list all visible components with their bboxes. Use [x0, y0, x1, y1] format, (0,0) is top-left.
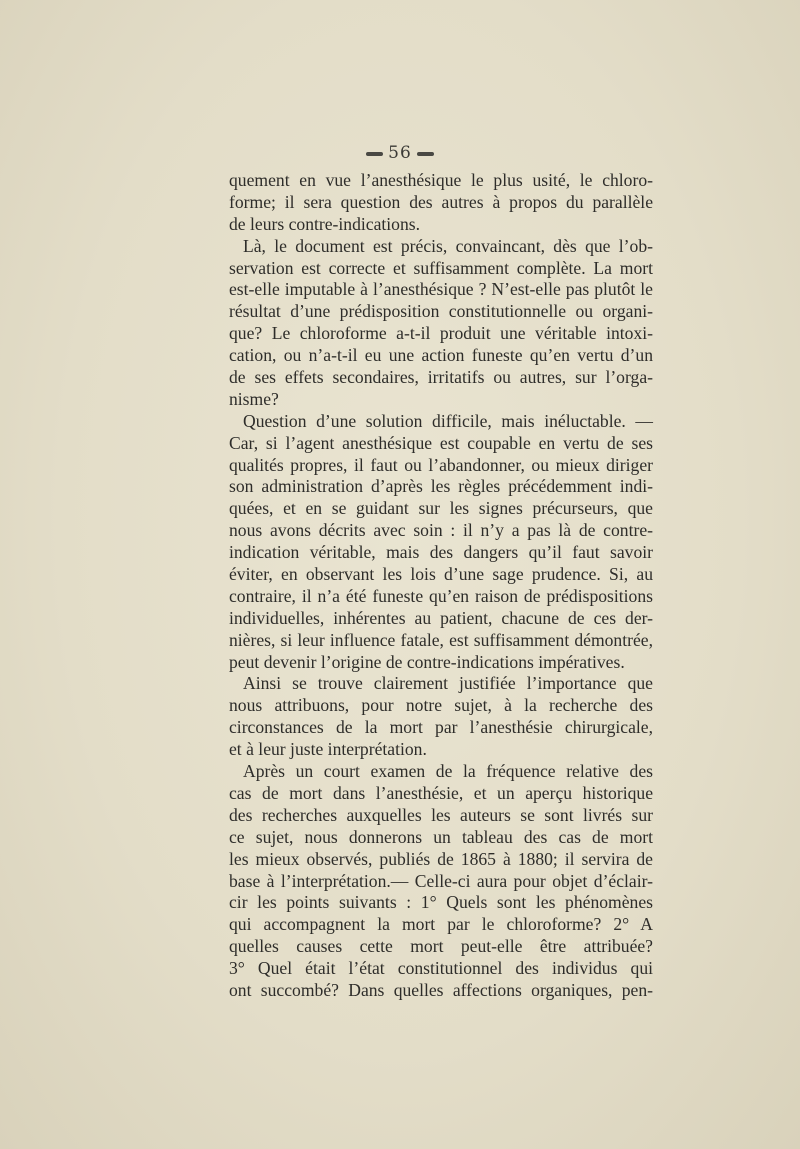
text-line: Ainsi se trouve clairement justifiée l’importance que [243, 673, 653, 694]
text-line: circonstances de la mort par l’anesthésie chirurgicale, [229, 717, 653, 738]
text-line: résultat d’une prédisposition constitutionnelle ou organi- [229, 301, 653, 322]
text-line: nous attribuons, pour notre sujet, à la recherche des [229, 695, 653, 716]
text-line: Car, si l’agent anesthésique est coupable en vertu de ses [229, 432, 653, 453]
text-line: ce sujet, nous donnerons un tableau des cas de mort [229, 826, 653, 847]
text-line: que? Le chloroforme a-t-il produit une véritable intoxi- [229, 323, 653, 344]
text-line: peut devenir l’origine de contre-indications impératives. [229, 651, 625, 672]
text-line: individuelles, inhérentes au patient, chacune de ces der- [229, 607, 653, 628]
text-line: qualités propres, il faut ou l’abandonner, ou mieux diriger [229, 454, 653, 475]
text-line: de leurs contre-indications. [229, 213, 421, 234]
text-line: quement en vue l’anesthésique le plus usité, le chloro- [229, 170, 653, 190]
text-line: servation est correcte et suffisamment complète. La mort [229, 257, 653, 278]
text-line: qui accompagnent la mort par le chloroforme? 2° A [229, 914, 653, 935]
text-line: nières, si leur influence fatale, est suffisamment démontrée, [229, 629, 653, 650]
text-line: contraire, il n’a été funeste qu’en raison de prédispositions [229, 585, 653, 606]
text-line: et à leur juste interprétation. [229, 739, 427, 760]
folio-ornament-right [417, 152, 434, 156]
text-line: son administration d’après les règles précédemment indi- [229, 476, 653, 497]
text-line: les mieux observés, publiés de 1865 à 1880; il servira de [229, 848, 653, 869]
text-line: cation, ou n’a-t-il eu une action funeste qu’en vertu d’un [229, 345, 653, 366]
text-line: ont succombé? Dans quelles affections organiques, pen- [229, 979, 653, 1000]
text-line: 3° Quel était l’état constitutionnel des individus qui [229, 958, 653, 979]
text-line: base à l’interprétation.— Celle-ci aura pour objet d’éclair- [229, 870, 653, 891]
text-line: cas de mort dans l’anesthésie, et un aperçu historique [229, 782, 653, 803]
text-line: Question d’une solution difficile, mais inéluctable. — [243, 410, 653, 431]
text-line: forme; il sera question des autres à propos du parallèle [229, 191, 653, 212]
page-number-header [0, 143, 800, 163]
folio-ornament-left [366, 152, 383, 156]
text-line: nisme? [229, 388, 279, 409]
text-line: indication véritable, mais des dangers qu’il faut savoir [229, 542, 653, 563]
text-line: de ses effets secondaires, irritatifs ou autres, sur l’orga- [229, 367, 653, 388]
text-line: Après un court examen de la fréquence relative des [243, 761, 653, 782]
text-line: Là, le document est précis, convaincant, dès que l’ob- [243, 235, 653, 256]
text-line: quées, et en se guidant sur les signes précurseurs, que [229, 498, 653, 519]
text-line: quelles causes cette mort peut-elle être attribuée? [229, 936, 653, 957]
text-line: est-elle imputable à l’anesthésique ? N’est-elle pas plutôt le [229, 279, 653, 300]
text-line: cir les points suivants : 1° Quels sont les phénomènes [229, 892, 653, 913]
text-line: des recherches auxquelles les auteurs se sont livrés sur [229, 804, 653, 825]
page-number: 56 [388, 143, 412, 163]
body-text [229, 170, 653, 1002]
text-line: éviter, en observant les lois d’une sage prudence. Si, au [229, 564, 653, 585]
text-line: nous avons décrits avec soin : il n’y a pas là de contre- [229, 520, 653, 541]
